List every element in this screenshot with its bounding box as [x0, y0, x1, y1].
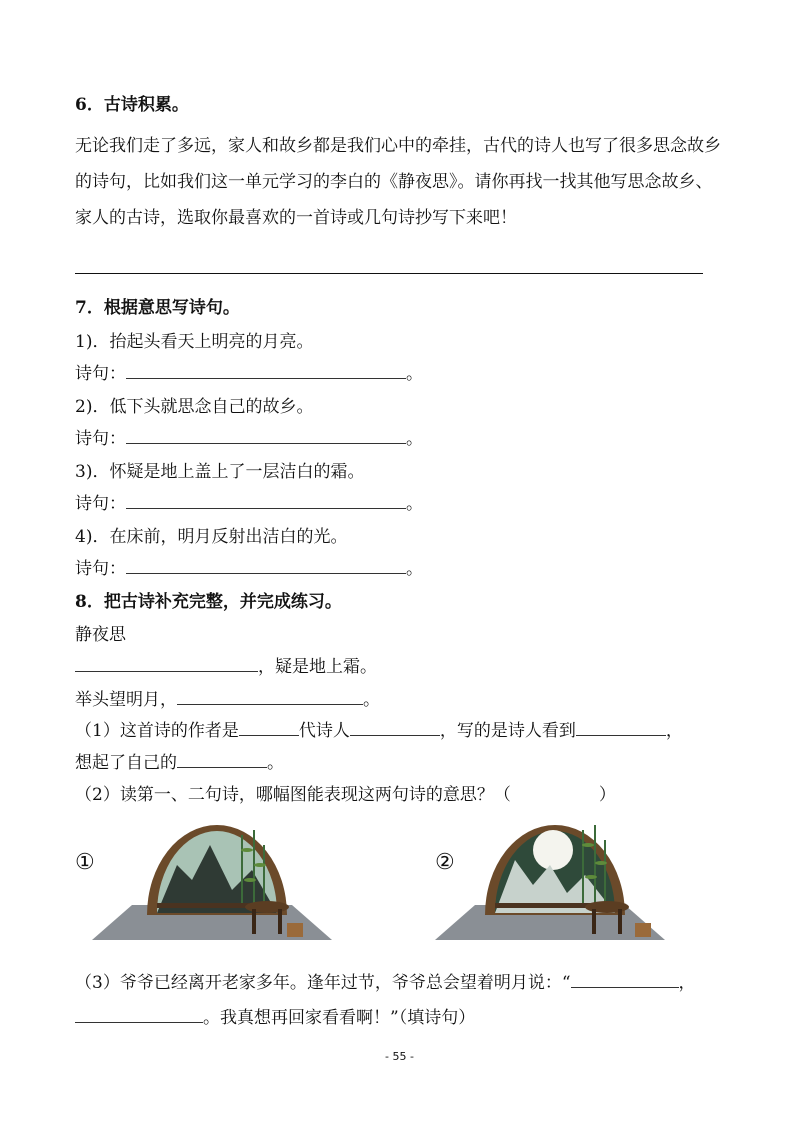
- q7-answer-row-4: 诗句： 。: [75, 559, 423, 579]
- q7-label-3: 诗句：: [75, 494, 126, 514]
- q7-prompt-4: 4)．在床前，明月反射出洁白的光。: [75, 527, 348, 547]
- q6-text: 无论我们走了多远，家人和故乡都是我们心中的牵挂，古代的诗人也写了很多思念故乡的诗句，比如我们这一单元学习的李白的《静夜思》。请你再找一找其他写思念故乡、家人的古诗，选取你最喜欢的一首诗或几句诗抄写下来吧！: [75, 136, 721, 228]
- q8-sub1-line2: 想起了自己的 。: [75, 753, 284, 773]
- q7-prompt-1: 1)．抬起头看天上明亮的月亮。: [75, 332, 314, 352]
- poem-blank-1[interactable]: [75, 657, 258, 672]
- q7-prompt-2: 2)．低下头就思念自己的故乡。: [75, 397, 314, 417]
- dynasty-blank[interactable]: [239, 721, 299, 736]
- poem-blank-2[interactable]: [177, 690, 363, 705]
- q8-title: 8．把古诗补充完整，并完成练习。: [75, 592, 342, 612]
- pic2-label: ②: [435, 850, 455, 875]
- saw-blank[interactable]: [576, 721, 666, 736]
- pic1-label: ①: [75, 850, 95, 875]
- poem-line-2: 举头望明月， 。: [75, 690, 380, 710]
- q8-sub2: （2）读第一、二句诗，哪幅图能表现这两句诗的意思？（ ）: [75, 785, 616, 805]
- q7-label-4: 诗句：: [75, 559, 126, 579]
- q8-sub1-line1: （1）这首诗的作者是 代诗人 ，写的是诗人看到 ，: [75, 721, 683, 741]
- q7-title: 7．根据意思写诗句。: [75, 298, 240, 318]
- remember-blank[interactable]: [177, 753, 267, 768]
- q7-answer-row-1: 诗句： 。: [75, 364, 423, 384]
- q7-blank-4[interactable]: [126, 559, 406, 574]
- quote-blank-1[interactable]: [571, 973, 679, 988]
- page-number: - 55 -: [385, 1050, 414, 1063]
- q7-prompt-3: 3)．怀疑是地上盖上了一层洁白的霜。: [75, 462, 365, 482]
- poet-blank[interactable]: [350, 721, 440, 736]
- q8-sub3-line1: （3）爷爷已经离开老家多年。逢年过节，爷爷总会望着明月说：“ ，: [75, 973, 696, 993]
- q7-answer-row-3: 诗句： 。: [75, 494, 423, 514]
- q8-sub3-line2: 。我真想再回家看看啊！”（填诗句）: [75, 1003, 475, 1028]
- q7-label-1: 诗句：: [75, 364, 126, 384]
- quote-blank-2[interactable]: [75, 1008, 203, 1023]
- q7-blank-3[interactable]: [126, 494, 406, 509]
- q6-answer-line[interactable]: [75, 273, 703, 274]
- q7-blank-1[interactable]: [126, 364, 406, 379]
- poem-line-1: ，疑是地上霜。: [75, 652, 377, 677]
- poem-title: 静夜思: [75, 625, 126, 645]
- q6-title: 6．古诗积累。: [75, 95, 189, 115]
- q7-answer-row-2: 诗句： 。: [75, 429, 423, 449]
- picture-option-1[interactable]: [92, 805, 332, 945]
- picture-option-2[interactable]: [435, 805, 665, 945]
- q7-label-2: 诗句：: [75, 429, 126, 449]
- q7-blank-2[interactable]: [126, 429, 406, 444]
